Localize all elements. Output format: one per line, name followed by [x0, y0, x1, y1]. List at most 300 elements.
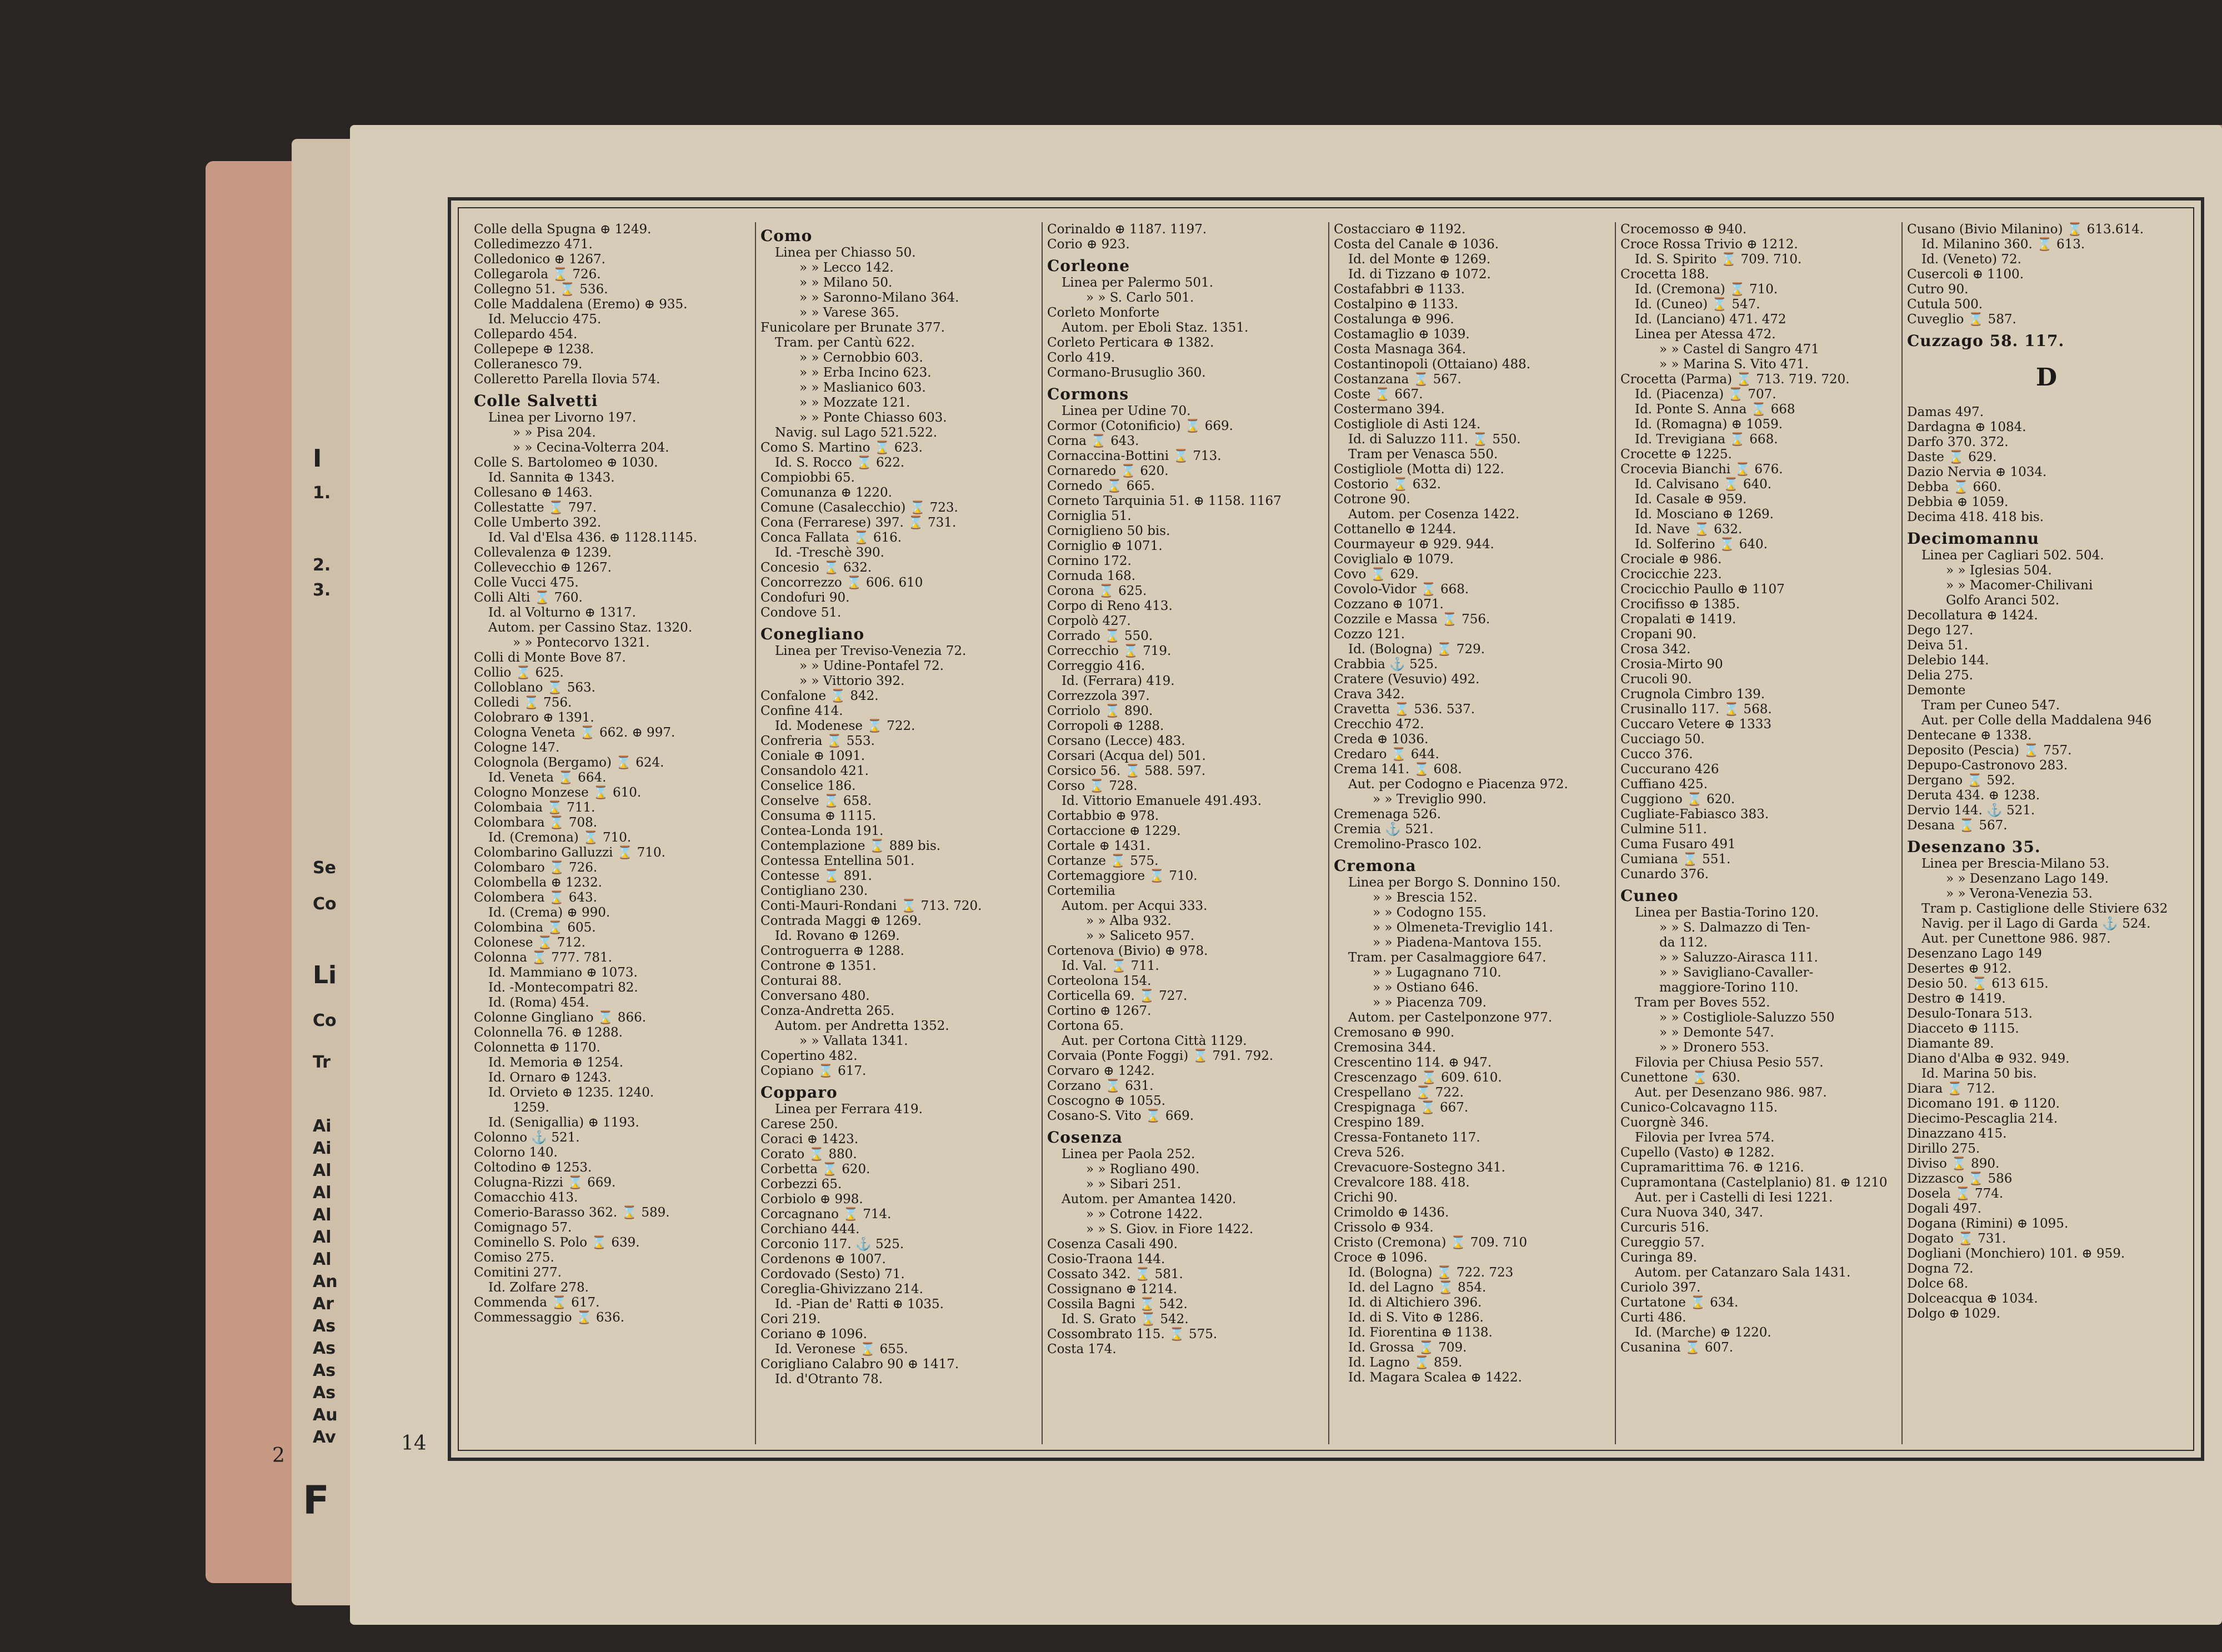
- index-entry: Cunettone ⌛ 630.: [1620, 1070, 1741, 1085]
- index-subentry: » » Castel di Sangro 471: [1659, 342, 1819, 357]
- index-subentry: Id. S. Spirito ⌛ 709. 710.: [1635, 252, 1802, 267]
- left-page-fragment: 3.: [313, 580, 331, 600]
- index-subentry: Filovia per Chiusa Pesio 557.: [1635, 1055, 1824, 1070]
- index-entry: Colle S. Bartolomeo ⊕ 1030.: [474, 455, 658, 470]
- index-column-5: [1616, 222, 1903, 1444]
- index-entry: Crocicchie 223.: [1620, 567, 1722, 582]
- index-entry: Decollatura ⊕ 1424.: [1907, 608, 2038, 623]
- index-subentry: » » Milano 50.: [799, 276, 893, 290]
- index-entry: Colli di Monte Bove 87.: [474, 650, 626, 665]
- index-subentry: » » Ostiano 646.: [1373, 980, 1479, 995]
- index-entry: Costa 174.: [1047, 1342, 1117, 1356]
- index-entry: Colonna ⌛ 777. 781.: [474, 950, 612, 965]
- index-subentry: Id. Nave ⌛ 632.: [1635, 522, 1743, 537]
- index-entry: Consuma ⊕ 1115.: [760, 809, 877, 823]
- index-entry: Colognola (Bergamo) ⌛ 624.: [474, 755, 664, 770]
- index-entry: Curiolo 397.: [1620, 1280, 1701, 1295]
- index-entry: Crocetta 188.: [1620, 267, 1709, 282]
- left-page-fragment: As: [313, 1316, 336, 1336]
- index-subentry: Id. (Cremona) ⌛ 710.: [488, 830, 632, 845]
- index-entry: Corbezzi 65.: [760, 1177, 842, 1192]
- index-entry: Colle Umberto 392.: [474, 515, 602, 530]
- index-entry: Crosa 342.: [1620, 642, 1691, 657]
- index-subentry: Id. Vittorio Emanuele 491.493.: [1062, 794, 1262, 808]
- index-entry: Cremosina 344.: [1334, 1040, 1437, 1055]
- index-entry: Cornedo ⌛ 665.: [1047, 479, 1155, 493]
- index-subentry: Id. (Lanciano) 471. 472: [1635, 312, 1786, 327]
- index-entry: Diamante 89.: [1907, 1037, 1994, 1051]
- index-columns: [469, 222, 2191, 1444]
- index-entry: Cominello S. Polo ⌛ 639.: [474, 1235, 640, 1250]
- index-entry: Corcagnano ⌛ 714.: [760, 1207, 892, 1222]
- index-entry: Coste ⌛ 667.: [1334, 387, 1423, 402]
- index-entry: Dentecane ⊕ 1338.: [1907, 728, 2032, 743]
- index-entry: Corniglia 51.: [1047, 509, 1132, 523]
- index-entry: Crosia-Mirto 90: [1620, 657, 1723, 672]
- index-entry: Cratere (Vesuvio) 492.: [1334, 672, 1480, 687]
- index-subentry: Id. Magara Scalea ⊕ 1422.: [1348, 1370, 1522, 1385]
- index-entry: Costalpino ⊕ 1133.: [1334, 297, 1459, 312]
- index-entry: Colombaia ⌛ 711.: [474, 800, 595, 815]
- index-subentry: Id. (Cremona) ⌛ 710.: [1635, 282, 1778, 297]
- index-entry: Deiva 51.: [1907, 638, 1969, 653]
- page-number: 14: [401, 1432, 427, 1455]
- index-entry: Cona (Ferrarese) 397. ⌛ 731.: [760, 515, 957, 530]
- index-entry: Cressa-Fontaneto 117.: [1334, 1130, 1480, 1145]
- index-entry: Crespellano ⌛ 722.: [1334, 1085, 1464, 1100]
- index-subentry: Linea per Palermo 501.: [1062, 276, 1214, 290]
- index-entry: Cortemilia: [1047, 884, 1115, 898]
- index-entry: Cologne 147.: [474, 740, 560, 755]
- index-entry: Culmine 511.: [1620, 822, 1707, 837]
- index-entry: Contrada Maggi ⊕ 1269.: [760, 914, 922, 928]
- index-entry: Desio 50. ⌛ 613 615.: [1907, 977, 2049, 991]
- index-subentry: » » Saronno-Milano 364.: [799, 291, 959, 305]
- index-subentry: » » Demonte 547.: [1659, 1025, 1774, 1040]
- index-entry: Cura Nuova 340, 347.: [1620, 1205, 1763, 1220]
- left-page-fragment: Ai: [313, 1117, 332, 1136]
- index-entry: Condofuri 90.: [760, 590, 850, 605]
- index-entry: Dinazzano 415.: [1907, 1127, 2007, 1141]
- index-subentry: Navig. per il Lago di Garda ⚓ 524.: [1921, 917, 2151, 931]
- index-subentry: Autom. per Cassino Staz. 1320.: [488, 620, 693, 635]
- index-entry: Funicolare per Brunate 377.: [760, 321, 945, 335]
- index-subentry: Id. Trevigiana ⌛ 668.: [1635, 432, 1778, 447]
- left-page-fragment: As: [313, 1361, 336, 1380]
- left-page-fragment: Co: [313, 894, 337, 914]
- index-subentry: Id. Mosciano ⊕ 1269.: [1635, 507, 1774, 522]
- index-entry: Collegarola ⌛ 726.: [474, 267, 601, 282]
- index-entry: Colleretto Parella Ilovia 574.: [474, 372, 660, 387]
- index-heading: Cormons: [1047, 385, 1129, 403]
- index-entry: Covolo-Vidor ⌛ 668.: [1334, 582, 1469, 597]
- index-entry: Cutula 500.: [1907, 297, 1983, 312]
- index-subentry: Id. Lagno ⌛ 859.: [1348, 1355, 1463, 1370]
- index-subentry: » » Desenzano Lago 149.: [1946, 872, 2109, 886]
- index-entry: Dervio 144. ⚓ 521.: [1907, 803, 2035, 818]
- index-entry: Daste ⌛ 629.: [1907, 450, 1997, 464]
- index-entry: Cutro 90.: [1907, 282, 1969, 297]
- index-heading: Cremona: [1334, 857, 1417, 875]
- index-entry: Corigliano Calabro 90 ⊕ 1417.: [760, 1357, 959, 1371]
- index-entry: Corleto Monforte: [1047, 306, 1160, 320]
- index-heading: Cosenza: [1047, 1128, 1123, 1147]
- index-subentry: Linea per Ferrara 419.: [775, 1102, 923, 1117]
- index-entry: Como S. Martino ⌛ 623.: [760, 440, 923, 455]
- index-entry: Collestatte ⌛ 797.: [474, 500, 597, 515]
- index-subentry: » » Costigliole-Saluzzo 550: [1659, 1010, 1835, 1025]
- index-entry: Dogliani (Monchiero) 101. ⊕ 959.: [1907, 1246, 2125, 1261]
- index-subentry: Id. di Altichiero 396.: [1348, 1295, 1482, 1310]
- index-entry: Confreria ⌛ 553.: [760, 734, 875, 748]
- index-heading: Corleone: [1047, 257, 1130, 275]
- index-subentry: » » Pontecorvo 1321.: [513, 635, 650, 650]
- index-entry: Darfo 370. 372.: [1907, 435, 2009, 449]
- left-page-fragment: Ar: [313, 1294, 334, 1314]
- index-entry: Dizzasco ⌛ 586: [1907, 1172, 2013, 1186]
- index-entry: Cortenova (Bivio) ⊕ 978.: [1047, 944, 1208, 958]
- index-entry: Costalunga ⊕ 996.: [1334, 312, 1454, 327]
- index-entry: Cremia ⚓ 521.: [1334, 822, 1434, 837]
- index-subentry: » » S. Dalmazzo di Ten-: [1659, 920, 1810, 935]
- index-subentry: Autom. per Castelponzone 977.: [1348, 1010, 1553, 1025]
- index-entry: Collepepe ⊕ 1238.: [474, 342, 594, 357]
- index-subentry: » » Codogno 155.: [1373, 905, 1487, 920]
- left-page-fragment: Se: [313, 858, 336, 878]
- index-entry: Concesio ⌛ 632.: [760, 560, 872, 575]
- index-subentry: Id. (Veneto) 72.: [1921, 252, 2021, 267]
- index-entry: Delia 275.: [1907, 668, 1973, 683]
- index-entry: Desana ⌛ 567.: [1907, 818, 2008, 833]
- left-page-fragment: Al: [313, 1205, 332, 1225]
- index-column-6: [1903, 222, 2189, 1444]
- index-entry: Dirillo 275.: [1907, 1142, 1980, 1156]
- index-entry: Corsari (Acqua del) 501.: [1047, 749, 1206, 763]
- index-subentry: Id. del Monte ⊕ 1269.: [1348, 252, 1491, 267]
- index-entry: Cotrone 90.: [1334, 492, 1410, 507]
- index-entry: Damas 497.: [1907, 405, 1984, 419]
- index-subentry: 1259.: [513, 1100, 549, 1115]
- index-heading: Desenzano 35.: [1907, 838, 2041, 856]
- index-entry: Dogana (Rimini) ⊕ 1095.: [1907, 1217, 2069, 1231]
- index-entry: Deruta 434. ⊕ 1238.: [1907, 788, 2040, 803]
- index-subentry: Linea per Bastia-Torino 120.: [1635, 905, 1819, 920]
- index-entry: Crevacuore-Sostegno 341.: [1334, 1160, 1505, 1175]
- index-subentry: Autom. per Acqui 333.: [1062, 899, 1208, 913]
- index-entry: Curti 486.: [1620, 1310, 1686, 1325]
- index-subentry: Linea per Brescia-Milano 53.: [1921, 857, 2110, 871]
- index-entry: Corropoli ⊕ 1288.: [1047, 719, 1164, 733]
- index-entry: Corneto Tarquinia 51. ⊕ 1158. 1167: [1047, 494, 1282, 508]
- index-entry: Croce Rossa Trivio ⊕ 1212.: [1620, 237, 1798, 252]
- index-entry: Courmayeur ⊕ 929. 944.: [1334, 537, 1494, 552]
- index-entry: Destro ⊕ 1419.: [1907, 992, 2006, 1006]
- index-entry: Copiano ⌛ 617.: [760, 1064, 867, 1078]
- index-entry: Cureggio 57.: [1620, 1235, 1705, 1250]
- index-entry: Crusinallo 117. ⌛ 568.: [1620, 702, 1772, 717]
- index-entry: Creda ⊕ 1036.: [1334, 732, 1429, 747]
- index-entry: Collevalenza ⊕ 1239.: [474, 545, 612, 560]
- index-subentry: Id. (Bologna) ⌛ 729.: [1348, 642, 1485, 657]
- index-subentry: » » Saluzzo-Airasca 111.: [1659, 950, 1818, 965]
- index-entry: Confalone ⌛ 842.: [760, 689, 879, 703]
- index-entry: Coscogno ⊕ 1055.: [1047, 1094, 1166, 1108]
- index-subentry: » » Varese 365.: [799, 306, 899, 320]
- index-column-1: [469, 222, 756, 1444]
- index-entry: Dazio Nervia ⊕ 1034.: [1907, 465, 2047, 479]
- index-entry: Cuorgnè 346.: [1620, 1115, 1709, 1130]
- index-entry: Crichi 90.: [1334, 1190, 1398, 1205]
- index-entry: Cortino ⊕ 1267.: [1047, 1004, 1152, 1018]
- index-subentry: Id. (Crema) ⊕ 990.: [488, 905, 610, 920]
- index-entry: Contessa Entellina 501.: [760, 854, 915, 868]
- index-subentry: » » Maslianico 603.: [799, 381, 926, 395]
- left-page-number: 2: [272, 1444, 285, 1467]
- index-entry: Cortale ⊕ 1431.: [1047, 839, 1151, 853]
- index-entry: Curtatone ⌛ 634.: [1620, 1295, 1739, 1310]
- index-heading: Cuzzago 58. 117.: [1907, 332, 2065, 350]
- index-entry: Diano d'Alba ⊕ 932. 949.: [1907, 1052, 2070, 1066]
- index-entry: Delebio 144.: [1907, 653, 1989, 668]
- index-entry: Coriano ⊕ 1096.: [760, 1327, 867, 1341]
- index-column-3: [1043, 222, 1329, 1444]
- index-entry: Crucoli 90.: [1620, 672, 1692, 687]
- index-entry: Diecimo-Pescaglia 214.: [1907, 1112, 2058, 1126]
- index-entry: Comacchio 413.: [474, 1190, 578, 1205]
- index-entry: Cortaccione ⊕ 1229.: [1047, 824, 1181, 838]
- index-entry: Crocicchio Paullo ⊕ 1107: [1620, 582, 1785, 597]
- left-page-fragment: 2.: [313, 555, 331, 575]
- index-entry: Crespignaga ⌛ 667.: [1334, 1100, 1469, 1115]
- index-entry: Corvaia (Ponte Foggi) ⌛ 791. 792.: [1047, 1049, 1274, 1063]
- index-entry: Corlo 419.: [1047, 351, 1115, 365]
- index-subentry: » » Piadena-Mantova 155.: [1373, 935, 1542, 950]
- index-entry: Controne ⊕ 1351.: [760, 959, 877, 973]
- left-page-fragment: As: [313, 1383, 336, 1403]
- index-entry: Corato ⌛ 880.: [760, 1147, 857, 1162]
- index-entry: Corsano (Lecce) 483.: [1047, 734, 1185, 748]
- index-entry: Correcchio ⌛ 719.: [1047, 644, 1172, 658]
- index-entry: Comunanza ⊕ 1220.: [760, 485, 892, 500]
- index-subentry: Tram per Cuneo 547.: [1921, 698, 2060, 713]
- index-subentry: Id. Ornaro ⊕ 1243.: [488, 1070, 612, 1085]
- index-subentry: » » Olmeneta-Treviglio 141.: [1373, 920, 1553, 935]
- index-entry: Crema 141. ⌛ 608.: [1334, 762, 1462, 777]
- index-entry: Cusano (Bivio Milanino) ⌛ 613.614.: [1907, 222, 2144, 237]
- index-entry: Carese 250.: [760, 1117, 838, 1132]
- index-entry: Dogna 72.: [1907, 1261, 1974, 1276]
- index-entry: Colli Alti ⌛ 760.: [474, 590, 583, 605]
- index-entry: Confine 414.: [760, 704, 843, 718]
- index-entry: Crescentino 114. ⊕ 947.: [1334, 1055, 1492, 1070]
- index-subentry: » » Sibari 251.: [1086, 1177, 1182, 1192]
- index-subentry: » » Vallata 1341.: [799, 1034, 908, 1048]
- index-subentry: » » Cotrone 1422.: [1086, 1207, 1203, 1222]
- index-subentry: » » Vittorio 392.: [799, 674, 905, 688]
- index-subentry: Id. Milanino 360. ⌛ 613.: [1921, 237, 2085, 252]
- index-subentry: » » Udine-Pontafel 72.: [799, 659, 944, 673]
- index-entry: Conselice 186.: [760, 779, 856, 793]
- index-entry: Correggio 416.: [1047, 659, 1145, 673]
- index-entry: Cunardo 376.: [1620, 867, 1709, 882]
- index-entry: Costantinopoli (Ottaiano) 488.: [1334, 357, 1531, 372]
- index-subentry: Aut. per i Castelli di Iesi 1221.: [1635, 1190, 1833, 1205]
- index-entry: Cortemaggiore ⌛ 710.: [1047, 869, 1198, 883]
- index-subentry: Id. di Tizzano ⊕ 1072.: [1348, 267, 1491, 282]
- index-subentry: Id. Veronese ⌛ 655.: [775, 1342, 908, 1356]
- index-entry: Cugliate-Fabiasco 383.: [1620, 807, 1769, 822]
- index-entry: Croce ⊕ 1096.: [1334, 1250, 1428, 1265]
- index-entry: Crissolo ⊕ 934.: [1334, 1220, 1434, 1235]
- index-subentry: Id. (Marche) ⊕ 1220.: [1635, 1325, 1771, 1340]
- index-entry: Costamaglio ⊕ 1039.: [1334, 327, 1470, 342]
- index-entry: Conselve ⌛ 658.: [760, 794, 872, 808]
- index-entry: Dardagna ⊕ 1084.: [1907, 420, 2026, 434]
- index-entry: Cupramarittima 76. ⊕ 1216.: [1620, 1160, 1804, 1175]
- index-entry: Cozzile e Massa ⌛ 756.: [1334, 612, 1490, 627]
- index-entry: Dolceacqua ⊕ 1034.: [1907, 1291, 2038, 1306]
- index-entry: Colombella ⊕ 1232.: [474, 875, 602, 890]
- index-entry: Crocemosso ⊕ 940.: [1620, 222, 1747, 237]
- index-entry: Cortanze ⌛ 575.: [1047, 854, 1159, 868]
- index-subentry: Id. (Piacenza) ⌛ 707.: [1635, 387, 1776, 402]
- index-entry: Desenzano Lago 149: [1907, 947, 2042, 961]
- index-entry: Desertes ⊕ 912.: [1907, 962, 2012, 976]
- left-page-fragment: An: [313, 1272, 338, 1291]
- index-subentry: Id. Calvisano ⌛ 640.: [1635, 477, 1772, 492]
- index-entry: Corio ⊕ 923.: [1047, 237, 1130, 252]
- index-entry: Concorrezzo ⌛ 606. 610: [760, 575, 923, 590]
- index-subentry: » » Piacenza 709.: [1373, 995, 1487, 1010]
- index-subentry: » » Marina S. Vito 471.: [1659, 357, 1809, 372]
- index-entry: Colombina ⌛ 605.: [474, 920, 596, 935]
- index-entry: Cremosano ⊕ 990.: [1334, 1025, 1455, 1040]
- index-entry: Cucciago 50.: [1620, 732, 1705, 747]
- index-entry: Collevecchio ⊕ 1267.: [474, 560, 612, 575]
- left-page-bottom-fragment: F: [303, 1478, 329, 1523]
- index-subentry: Tram p. Castiglione delle Stiviere 632: [1921, 902, 2168, 916]
- index-entry: Colleranesco 79.: [474, 357, 583, 372]
- index-subentry: » » Macomer-Chilivani: [1946, 578, 2093, 593]
- index-subentry: da 112.: [1659, 935, 1708, 950]
- left-page-fragment: Al: [313, 1250, 332, 1269]
- index-entry: Corniglieno 50 bis.: [1047, 524, 1170, 538]
- index-subentry: Aut. per Colle della Maddalena 946: [1921, 713, 2152, 728]
- index-subentry: » » Alba 932.: [1086, 914, 1172, 928]
- index-entry: Cologna Veneta ⌛ 662. ⊕ 997.: [474, 725, 675, 740]
- index-entry: Crocetta (Parma) ⌛ 713. 719. 720.: [1620, 372, 1850, 387]
- index-subentry: Autom. per Amantea 1420.: [1062, 1192, 1237, 1207]
- index-entry: Crevalcore 188. 418.: [1334, 1175, 1470, 1190]
- index-subentry: Autom. per Eboli Staz. 1351.: [1062, 321, 1249, 335]
- index-entry: Cori 219.: [760, 1312, 821, 1326]
- index-entry: Collepardo 454.: [474, 327, 578, 342]
- left-page-fragment: I: [313, 444, 322, 473]
- index-column-4: [1329, 222, 1616, 1444]
- index-entry: Cremolino-Prasco 102.: [1334, 837, 1482, 852]
- index-entry: Cuffiano 425.: [1620, 777, 1708, 792]
- index-entry: Cosio-Traona 144.: [1047, 1252, 1165, 1266]
- index-subentry: Linea per Atessa 472.: [1635, 327, 1776, 342]
- index-entry: Costa Masnaga 364.: [1334, 342, 1467, 357]
- index-subentry: » » Treviglio 990.: [1373, 792, 1487, 807]
- index-entry: Costa del Canale ⊕ 1036.: [1334, 237, 1499, 252]
- index-entry: Controguerra ⊕ 1288.: [760, 944, 904, 958]
- index-entry: Cravetta ⌛ 536. 537.: [1334, 702, 1475, 717]
- index-entry: Costafabbri ⊕ 1133.: [1334, 282, 1465, 297]
- index-entry: Cologno Monzese ⌛ 610.: [474, 785, 642, 800]
- index-subentry: Id. Orvieto ⊕ 1235. 1240.: [488, 1085, 654, 1100]
- index-entry: Corinaldo ⊕ 1187. 1197.: [1047, 222, 1207, 237]
- index-entry: Dolgo ⊕ 1029.: [1907, 1306, 2000, 1321]
- index-subentry: » » Ponte Chiasso 603.: [799, 411, 947, 425]
- index-entry: Cuccaro Vetere ⊕ 1333: [1620, 717, 1772, 732]
- left-page-fragment: Au: [313, 1405, 338, 1425]
- index-subentry: Id. Fiorentina ⊕ 1138.: [1348, 1325, 1493, 1340]
- index-subentry: maggiore-Torino 110.: [1659, 980, 1799, 995]
- left-page-fragment: 1.: [313, 483, 331, 503]
- index-subentry: Id. Ponte S. Anna ⌛ 668: [1635, 402, 1795, 417]
- index-entry: Cossignano ⊕ 1214.: [1047, 1282, 1178, 1296]
- index-entry: Collio ⌛ 625.: [474, 665, 564, 680]
- index-entry: Diara ⌛ 712.: [1907, 1082, 1995, 1096]
- index-subentry: Linea per Livorno 197.: [488, 411, 637, 425]
- index-entry: Colugna-Rizzi ⌛ 669.: [474, 1175, 616, 1190]
- index-entry: Cossato 342. ⌛ 581.: [1047, 1267, 1183, 1281]
- index-subentry: Tram per Venasca 550.: [1348, 447, 1498, 462]
- index-subentry: » » Lecco 142.: [799, 261, 894, 275]
- index-entry: Cosenza Casali 490.: [1047, 1237, 1178, 1251]
- index-entry: Cottanello ⊕ 1244.: [1334, 522, 1457, 537]
- index-entry: Cordenons ⊕ 1007.: [760, 1252, 886, 1266]
- index-entry: Colonese ⌛ 712.: [474, 935, 585, 950]
- index-entry: Colonne Gingliano ⌛ 866.: [474, 1010, 647, 1025]
- index-entry: Coreglia-Ghivizzano 214.: [760, 1282, 923, 1296]
- index-entry: Deposito (Pescia) ⌛ 757.: [1907, 743, 2072, 758]
- index-entry: Debbia ⊕ 1059.: [1907, 495, 2009, 509]
- index-entry: Colobraro ⊕ 1391.: [474, 710, 594, 725]
- index-subentry: » » Iglesias 504.: [1946, 563, 2052, 578]
- index-entry: Crocevia Bianchi ⌛ 676.: [1620, 462, 1783, 477]
- index-entry: Colledimezzo 471.: [474, 237, 593, 252]
- index-entry: Dosela ⌛ 774.: [1907, 1187, 2004, 1201]
- index-entry: Colonnetta ⊕ 1170.: [474, 1040, 600, 1055]
- index-subentry: » » Erba Incino 623.: [799, 366, 932, 380]
- index-entry: Crocifisso ⊕ 1385.: [1620, 597, 1740, 612]
- index-entry: Cozzo 121.: [1334, 627, 1405, 642]
- index-entry: Creva 526.: [1334, 1145, 1405, 1160]
- index-subentry: Id. Zolfare 278.: [488, 1280, 589, 1295]
- index-subentry: Id. di Saluzzo 111. ⌛ 550.: [1348, 432, 1521, 447]
- index-entry: Colloblano ⌛ 563.: [474, 680, 595, 695]
- index-subentry: Id. Sannita ⊕ 1343.: [488, 470, 615, 485]
- index-subentry: » » Saliceto 957.: [1086, 929, 1195, 943]
- index-entry: Crabbia ⚓ 525.: [1334, 657, 1438, 672]
- index-subentry: Id. del Lagno ⌛ 854.: [1348, 1280, 1487, 1295]
- index-entry: Coltodino ⊕ 1253.: [474, 1160, 592, 1175]
- index-subentry: Tram. per Casalmaggiore 647.: [1348, 950, 1547, 965]
- index-entry: Desulo-Tonara 513.: [1907, 1007, 2033, 1021]
- index-entry: Corpo di Reno 413.: [1047, 599, 1173, 613]
- index-entry: Costermano 394.: [1334, 402, 1445, 417]
- index-entry: Dolce 68.: [1907, 1276, 1969, 1291]
- index-subentry: Autom. per Andretta 1352.: [775, 1019, 949, 1033]
- index-entry: Credaro ⌛ 644.: [1334, 747, 1439, 762]
- index-entry: Cossombrato 115. ⌛ 575.: [1047, 1327, 1218, 1341]
- index-entry: Coraci ⊕ 1423.: [760, 1132, 859, 1147]
- index-entry: Colombarino Galluzzi ⌛ 710.: [474, 845, 665, 860]
- index-entry: Cordovado (Sesto) 71.: [760, 1267, 905, 1281]
